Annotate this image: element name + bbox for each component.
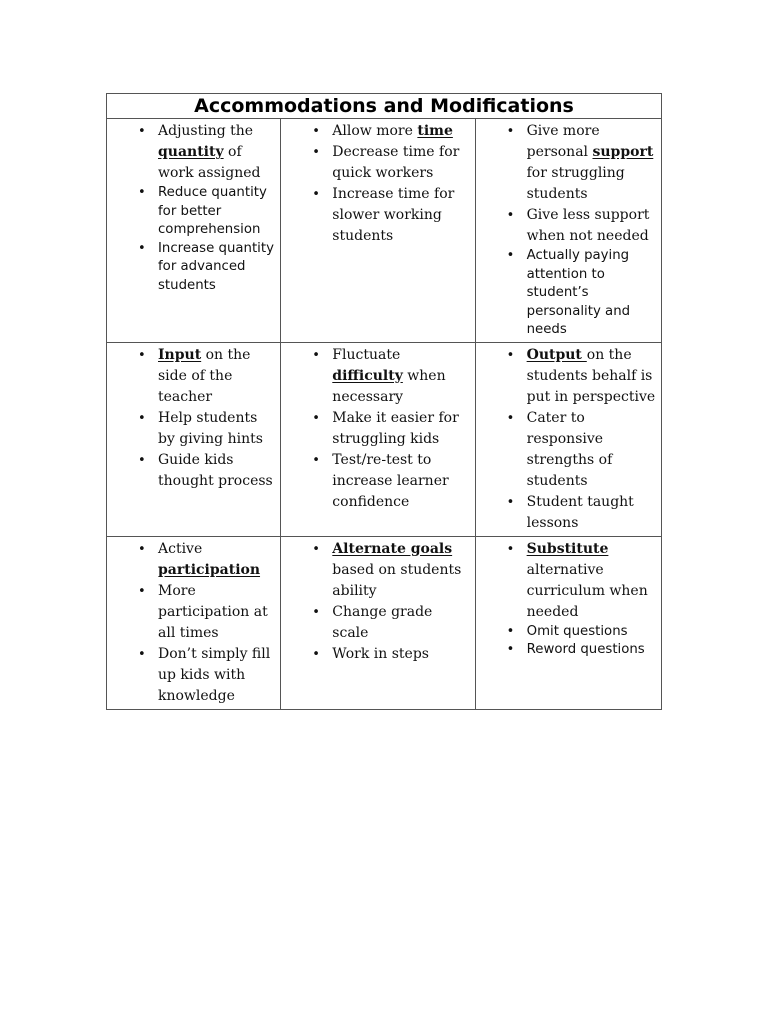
bullet-text: Help students by giving hints (158, 409, 263, 447)
bullet-text: Make it easier for struggling kids (332, 409, 459, 447)
bullet-text: based on students ability (332, 561, 462, 599)
bullet-text: Active (158, 540, 203, 557)
bullet-list (281, 119, 474, 249)
bullet-text: Increase quantity for advanced students (158, 240, 274, 293)
bullet-text: Reduce quantity for better comprehension (158, 185, 267, 237)
bullet-item (107, 121, 278, 184)
keyword: Output (526, 346, 587, 363)
bullet-text: Don’t simply fill up kids with knowledge (158, 645, 271, 704)
accommodations-table (106, 93, 662, 710)
bullet-list (107, 537, 280, 709)
bullet-item (476, 205, 659, 247)
bullet-item (107, 184, 278, 240)
bullet-item (476, 623, 659, 642)
bullet-item (107, 539, 278, 581)
table-row (107, 536, 662, 709)
bullet-item (107, 450, 278, 492)
bullet-item (281, 602, 472, 644)
bullet-list (476, 343, 661, 536)
bullet-item (476, 247, 659, 340)
table-cell (475, 119, 661, 343)
keyword: Alternate goals (332, 540, 453, 557)
bullet-item (281, 450, 472, 513)
bullet-item (476, 641, 659, 660)
bullet-item (476, 345, 659, 408)
table-cell (281, 536, 475, 709)
bullet-list (107, 343, 280, 494)
bullet-text: More participation at all times (158, 582, 268, 641)
table-title: Accommodations and Modifications (107, 94, 662, 119)
bullet-list (107, 119, 280, 297)
bullet-text: Fluctuate (332, 346, 401, 363)
bullet-text: Adjusting the (158, 123, 254, 139)
bullet-item (281, 184, 472, 247)
bullet-text: Work in steps (332, 645, 429, 662)
bullet-text: Test/re-test to increase learner confidence (332, 451, 449, 510)
bullet-text: Change grade scale (332, 603, 433, 641)
bullet-item (281, 408, 472, 450)
bullet-text: on the side of the teacher (158, 346, 251, 405)
keyword: time (417, 123, 453, 139)
bullet-item (476, 492, 659, 534)
bullet-text: Omit questions (526, 623, 628, 639)
bullet-item (281, 644, 472, 665)
bullet-item (281, 345, 472, 408)
bullet-text: alternative curriculum when needed (526, 561, 648, 620)
bullet-item (281, 142, 472, 184)
table-cell (107, 342, 281, 536)
bullet-item (107, 240, 278, 296)
table-cell (475, 536, 661, 709)
table-cell (281, 119, 475, 343)
bullet-item (476, 121, 659, 205)
bullet-item (281, 121, 472, 142)
bullet-item (281, 539, 472, 602)
bullet-list (281, 343, 474, 515)
keyword: participation (158, 561, 261, 578)
keyword: difficulty (332, 367, 403, 384)
table-cell (475, 342, 661, 536)
bullet-text: when necessary (332, 367, 446, 405)
bullet-text: on the students behalf is put in perspective (526, 346, 656, 405)
table-cell (107, 119, 281, 343)
bullet-item (476, 539, 659, 623)
bullet-text: Decrease time for quick workers (332, 144, 460, 181)
bullet-text: Cater to responsive strengths of students (526, 409, 613, 489)
bullet-text: Allow more (332, 123, 418, 139)
bullet-item (476, 408, 659, 492)
table-cell (107, 536, 281, 709)
bullet-text: Reword questions (526, 642, 645, 657)
bullet-text: Increase time for slower working students (332, 186, 455, 244)
bullet-item (107, 644, 278, 707)
bullet-item (107, 345, 278, 408)
bullet-text: Give more personal (526, 123, 600, 160)
bullet-text: for struggling students (526, 165, 625, 202)
bullet-list (476, 537, 661, 662)
bullet-item (107, 581, 278, 644)
table-row (107, 119, 662, 343)
bullet-text: of work assigned (158, 144, 261, 181)
bullet-list (281, 537, 474, 667)
bullet-text: Student taught lessons (526, 493, 634, 531)
keyword: Substitute (526, 540, 609, 557)
bullet-text: Guide kids thought process (158, 451, 273, 489)
bullet-text: Actually paying attention to student’s personality and needs (526, 248, 631, 337)
table-cell (281, 342, 475, 536)
bullet-text: Give less support when not needed (526, 207, 650, 244)
bullet-list (476, 119, 661, 342)
keyword: Input (158, 346, 202, 363)
keyword: quantity (158, 144, 224, 160)
table-row (107, 342, 662, 536)
title-row (107, 94, 662, 119)
keyword: support (592, 144, 654, 160)
bullet-item (107, 408, 278, 450)
